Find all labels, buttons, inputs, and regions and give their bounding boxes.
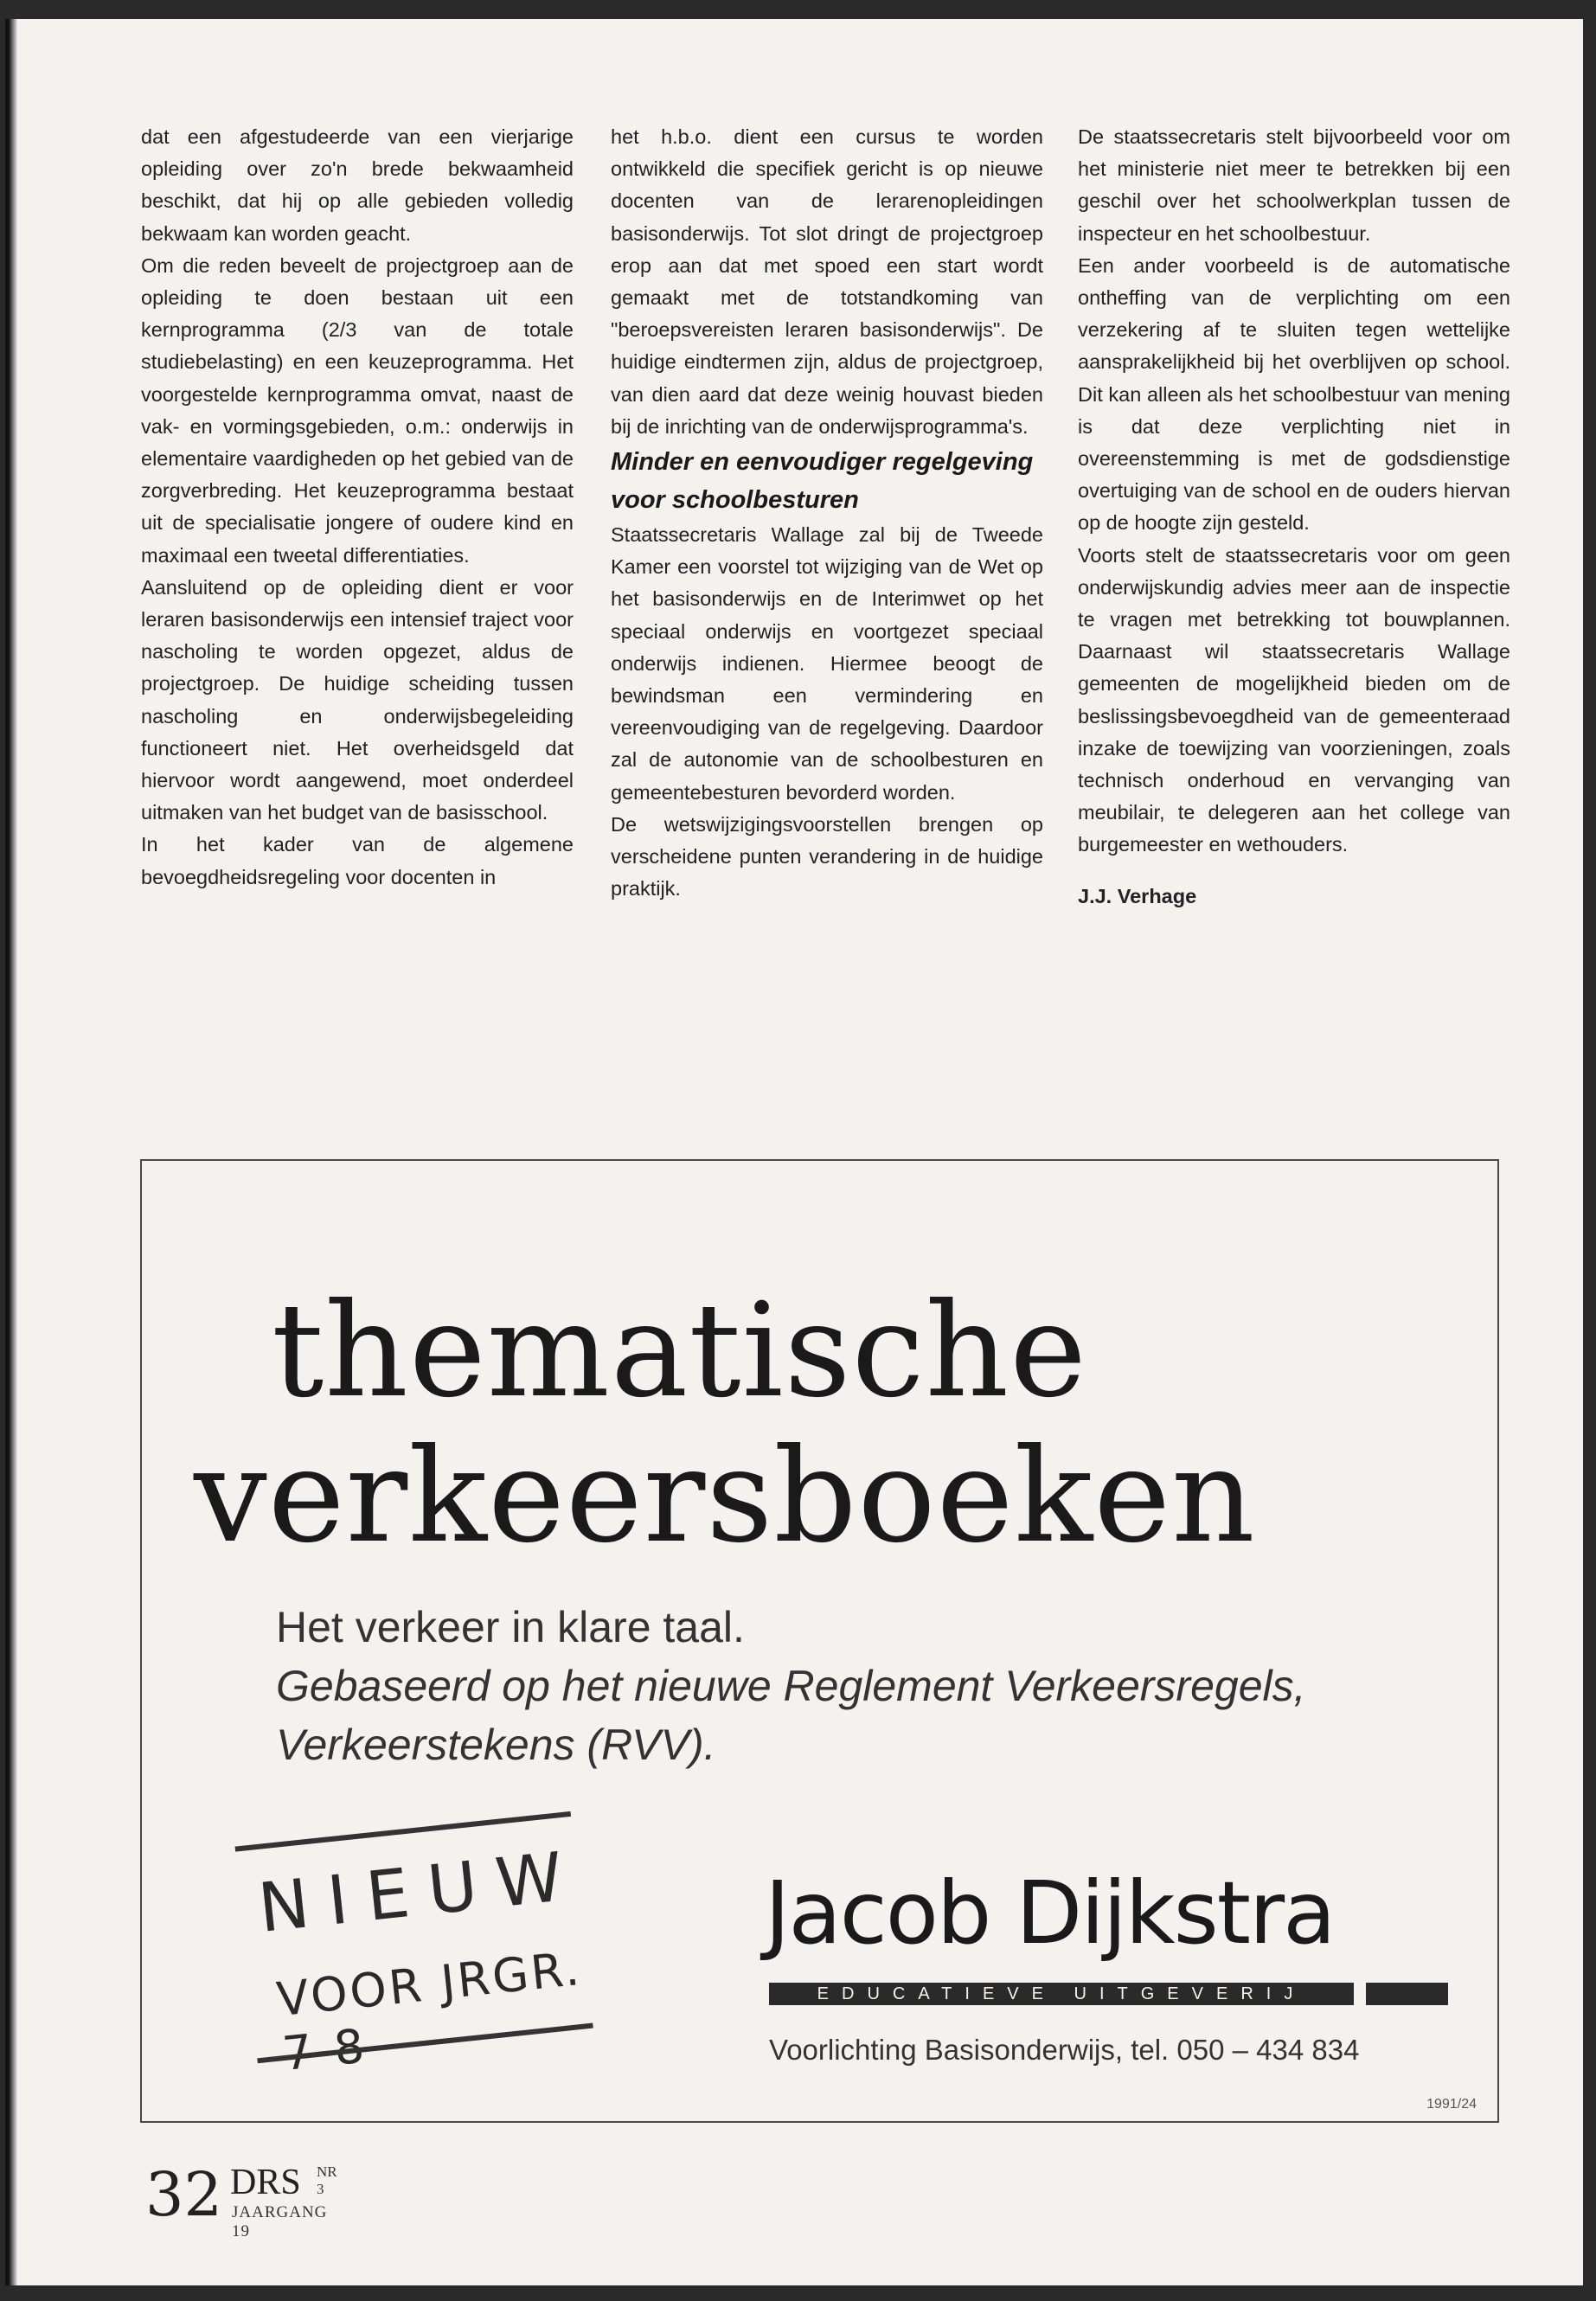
ad-tagline-main: Het verkeer in klare taal. [276, 1603, 745, 1651]
ad-headline-line-2: verkeersboeken [194, 1421, 1256, 1572]
new-stamp [235, 1809, 620, 2082]
paragraph: De staatssecretaris stelt bijvoorbeeld voor om het ministerie niet meer te betrekken bij een geschil over het schoolwerkplan tussen de inspecteur en het schoolbestuur. [1078, 125, 1510, 245]
page-edge-shadow [5, 19, 17, 2285]
volume-label: JAARGANG 19 [232, 2203, 328, 2240]
publisher-logo: Jacob Dijkstra [765, 1862, 1335, 1964]
ad-headline [194, 1276, 1448, 1572]
paragraph: dat een afgestudeerde van een vierjarige opleiding over zo'n brede bekwaamheid beschikt, dat hij op alle gebieden volledig bekwaam kan worden geacht. [141, 125, 574, 245]
advertisement [140, 1159, 1499, 2123]
magazine-page [5, 19, 1583, 2285]
paragraph: Een ander voorbeeld is de automatische ontheffing van de verplichting om een verzekering af te sluiten tegen wettelijke aansprakelijkheid bij het overblijven op school. Dit kan alleen als het schoolbestuur van mening is dat deze verplichting niet in overeenstemming is met de godsdienstige overtuiging van de school en de ouders hiervan op de hoogte zijn gesteld. [1078, 253, 1510, 535]
paragraph: De wetswijzigingsvoorstellen brengen op verscheidene punten verandering in de huidige praktijk. [611, 812, 1043, 901]
stamp-grade-label: VOOR JRGR. 7-8 [274, 1940, 585, 2082]
ad-headline-line-1: thematische [272, 1276, 1087, 1426]
author-signature: J.J. Verhage [1078, 884, 1197, 907]
issue-number: NR 3 [317, 2163, 337, 2197]
imprint-bar-tail [1366, 1983, 1448, 2005]
journal-name: DRS [230, 2163, 301, 2202]
article-column-3 [1078, 121, 1510, 913]
article-column-1 [141, 121, 574, 894]
page-number: 32 [145, 2159, 223, 2230]
paragraph: het h.b.o. dient een cursus te worden ontwikkeld die specifiek gericht is op nieuwe docenten van de lerarenopleidingen basisonderwijs. Tot slot dringt de projectgroep erop aan dat met spoed een start wordt gemaakt met de totstandkoming van "beroepsvereisten leraren basisonderwijs". De huidige eindtermen zijn, aldus de projectgroep, van dien aard dat deze weinig houvast bieden bij de inrichting van de onderwijsprogramma's. [611, 125, 1043, 438]
paragraph: Voorts stelt de staatssecretaris voor om geen onderwijskundig advies meer aan de inspectie te vragen met betrekking tot bouwplannen. Daarnaast wil staatssecretaris Wallage gemeenten de mogelijkheid bieden om de beslissingsbevoegdheid van de gemeenteraad inzake de toewijzing van voorzieningen, zoals technisch onderhoud en vervanging van meubilair, te delegeren aan het college van burgemeester en wethouders. [1078, 543, 1510, 856]
ad-tagline [276, 1598, 1497, 1774]
paragraph: Om die reden beveelt de projectgroep aan de opleiding te doen bestaan uit een kernprogramma (2/3 van de totale studiebelasting) en een keuzeprogramma. Het voorgestelde kernprogramma omvat, naast de vak- en vormingsgebieden, o.m.: onderwijs in elementaire vaardigheden op het gebied van de zorgverbreding. Het keuzeprogramma bestaat uit de specialisatie jongere of oudere kind en maximaal een tweetal differentiaties. [141, 253, 574, 567]
ad-contact: Voorlichting Basisonderwijs, tel. 050 – 434 834 [769, 2034, 1360, 2066]
stamp-new-label: NIEUW [254, 1836, 586, 1948]
publisher-imprint-bar: EDUCATIEVE UITGEVERIJ [769, 1983, 1354, 2005]
section-heading: Minder en eenvoudiger regelgeving voor schoolbesturen [611, 448, 1034, 515]
ad-tagline-sub: Gebaseerd op het nieuwe Reglement Verkeersregels, Verkeerstekens (RVV). [276, 1662, 1306, 1769]
paragraph: Staatssecretaris Wallage zal bij de Tweede Kamer een voorstel tot wijziging van de Wet op het basisonderwijs en de Interimwet op het speciaal onderwijs en voortgezet speciaal onderwijs indienen. Hiermee beoogt de bewindsman een vermindering en vereenvoudiging van de regelgeving. Daardoor zal de autonomie van de schoolbesturen en gemeentebesturen bevorderd worden. [611, 523, 1043, 804]
article-column-2 [611, 121, 1043, 905]
paragraph: Aansluitend op de opleiding dient er voor leraren basisonderwijs een intensief traject voor nascholing te worden opgezet, aldus de projectgroep. De huidige scheiding tussen nascholing en onderwijsbegeleiding functioneert niet. Het overheidsgeld dat hiervoor wordt aangewend, moet onderdeel uitmaken van het budget van de basisschool. [141, 575, 574, 824]
paragraph: In het kader van de algemene bevoegdheidsregeling voor docenten in [141, 833, 574, 888]
ad-code: 1991/24 [1426, 2097, 1477, 2112]
